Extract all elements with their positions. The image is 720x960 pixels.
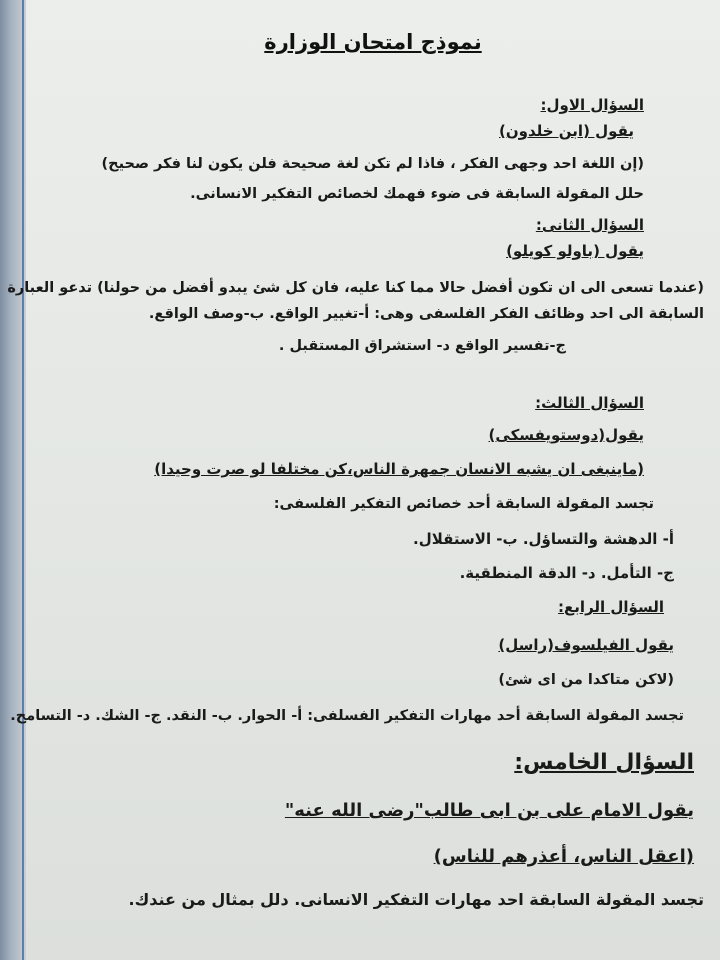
question-5-label: السؤال الخامس:: [514, 750, 694, 775]
question-3-label: السؤال الثالث:: [535, 394, 644, 412]
question-2-line-2: السابقة الى احد وظائف الفكر الفلسفى وهى: أ-تغيير الواقع. ب-وصف الواقع.: [148, 306, 704, 322]
question-4-task: تجسد المقولة السابقة أحد مهارات التفكير الفسلفى: أ- الحوار. ب- النقد. ج- الشك. د- التسامح.: [10, 708, 684, 724]
question-5-task: تجسد المقولة السابقة احد مهارات التفكير الانسانى. دلل بمثال من عندك.: [128, 890, 704, 909]
binder-margin-line: [22, 0, 24, 960]
question-1-quote: (إن اللغة احد وجهى الفكر ، فاذا لم تكن لغة صحيحة فلن يكون لنا فكر صحيح): [101, 156, 644, 172]
question-4-label: السؤال الرابع:: [558, 598, 664, 616]
exam-paper: [7, 0, 720, 960]
page-title: نموذج امتحان الوزارة: [264, 30, 482, 54]
question-2-line-1: (عندما تسعى الى ان تكون أفضل حالا مما كنا عليه، فان كل شئ يبدو أفضل من حولنا) تدعو العبارة: [7, 280, 704, 296]
question-3-speaker: يقول(دوستويفسكى): [488, 426, 644, 444]
question-3-options-row-2: ج- التأمل. د- الدقة المنطقية.: [459, 564, 674, 582]
question-1-task: حلل المقولة السابقة فى ضوء فهمك لخصائص التفكير الانسانى.: [190, 186, 644, 202]
question-4-speaker: يقول الفيلسوف(راسل): [498, 636, 674, 654]
question-2-line-3: ج-تفسير الواقع د- استشراق المستقبل .: [278, 338, 566, 354]
question-5-speaker: يقول الامام على بن ابى طالب"رضى الله عنه": [284, 800, 694, 821]
question-5-quote: (اعقل الناس، أعذرهم للناس): [433, 846, 694, 867]
question-4-quote: (لاكن متاكدا من اى شئ): [498, 672, 674, 688]
question-2-label: السؤال الثانى:: [535, 216, 644, 234]
question-1-label: السؤال الاول:: [540, 96, 644, 114]
question-2-speaker: يقول (باولو كويلو): [506, 242, 644, 260]
question-3-task: تجسد المقولة السابقة أحد خصائص التفكير الفلسفى:: [273, 496, 654, 512]
question-3-quote: (ماينبغى ان يشبه الانسان جمهرة الناس،كن مختلفا لو صرت وحيدا): [154, 460, 644, 478]
question-3-options-row-1: أ- الدهشة والتساؤل. ب- الاستقلال.: [413, 530, 674, 548]
question-1-speaker: يقول (ابن خلدون): [499, 122, 634, 140]
